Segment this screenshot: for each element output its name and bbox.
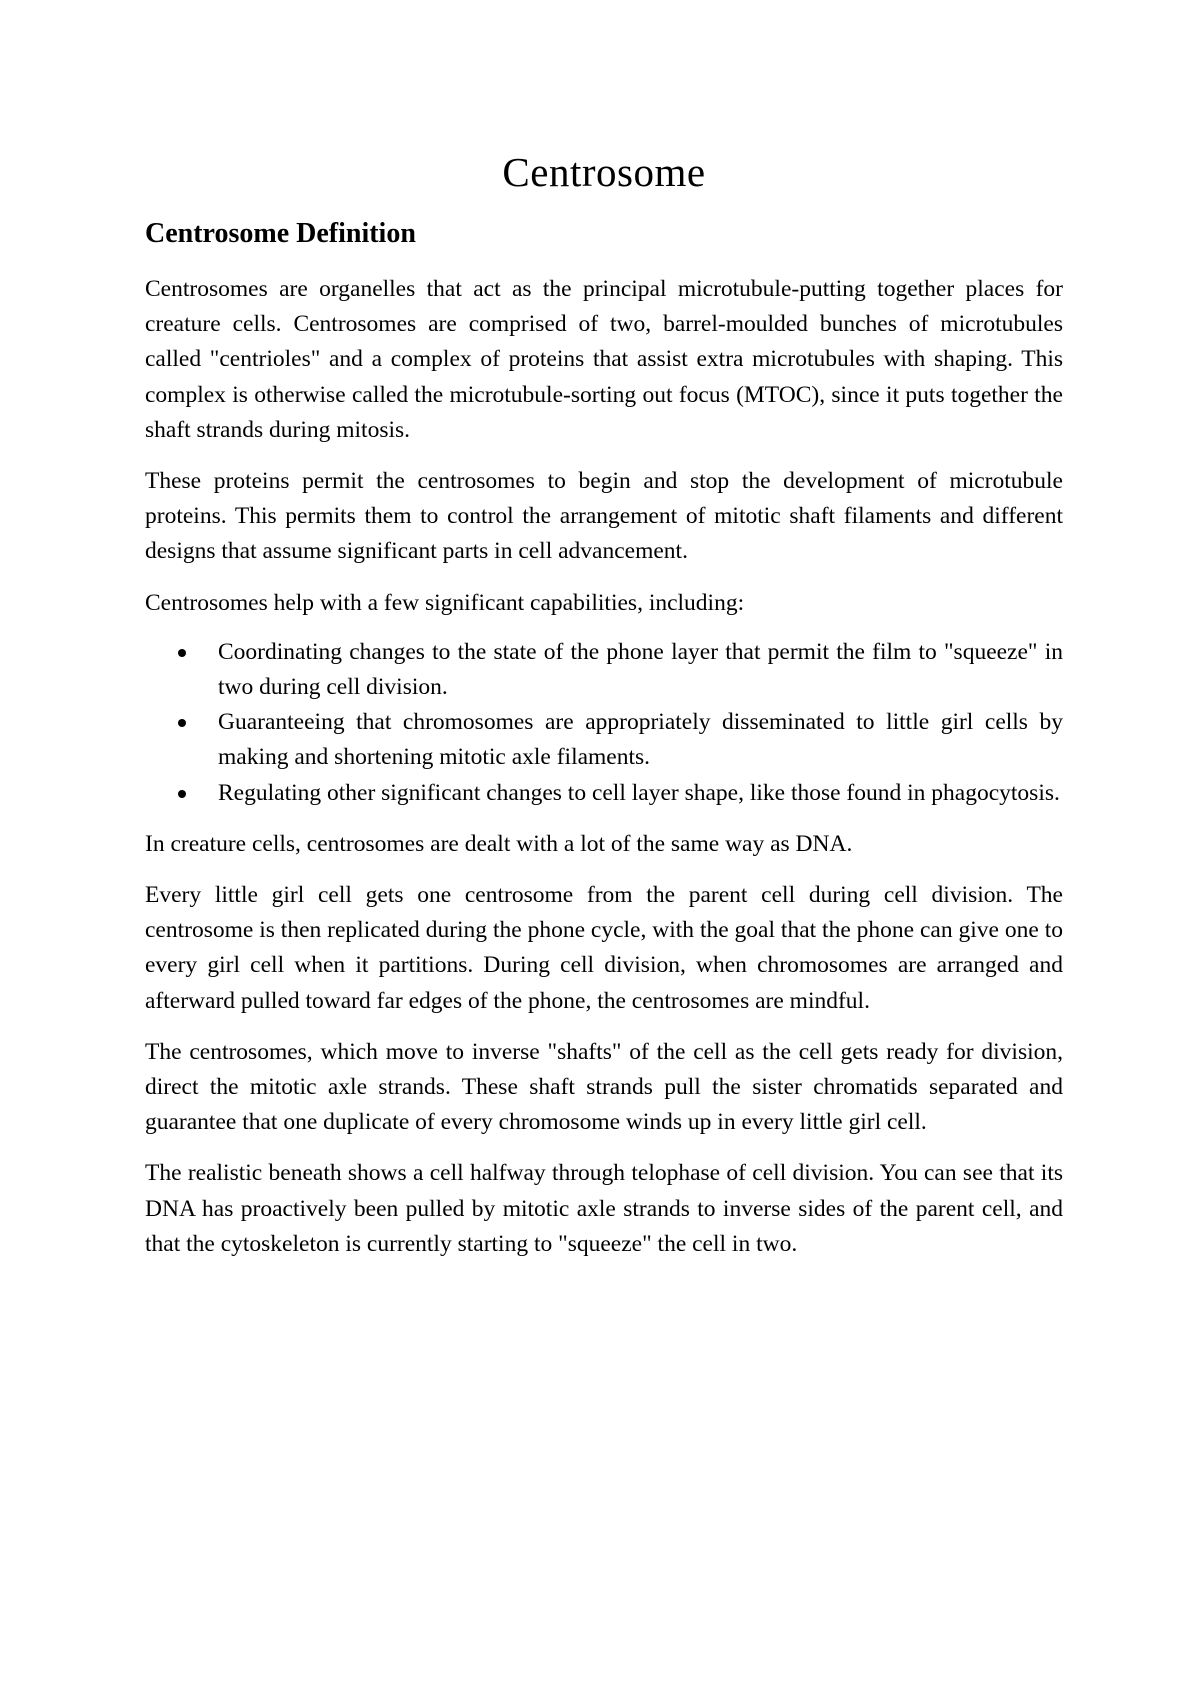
paragraph-shafts: The centrosomes, which move to inverse "shafts" of the cell as the cell gets ready for division, direct the mitotic axle strands. These shaft strands pull the sister chromatids separated and guarantee that one duplicate of every chromosome winds up in every little girl cell. — [145, 1038, 1063, 1136]
paragraph-telophase: The realistic beneath shows a cell halfway through telophase of cell division. You can see that its DNA has proactively been pulled by mitotic axle strands to inverse sides of the parent cell, and that the cytoskeleton is currently starting to "squeeze" the cell in two. — [145, 1160, 1063, 1257]
list-item — [218, 705, 1063, 775]
section-heading: Centrosome Definition — [145, 218, 416, 249]
bullet-icon — [178, 790, 186, 798]
paragraph-capabilities-intro: Centrosomes help with a few significant capabilities, including: — [145, 589, 745, 616]
capabilities-list — [145, 635, 1063, 811]
list-item-text: Guaranteeing that chromosomes are appropriately disseminated to little girl cells by making and shortening mitotic axle filaments. — [218, 709, 1063, 771]
bullet-icon — [178, 649, 186, 657]
list-item-text: Regulating other significant changes to cell layer shape, like those found in phagocytosis. — [218, 779, 1060, 806]
list-item-text: Coordinating changes to the state of the phone layer that permit the film to "squeeze" in two during cell division. — [218, 638, 1063, 701]
paragraph-dna: In creature cells, centrosomes are dealt with a lot of the same way as DNA. — [145, 830, 853, 857]
list-item — [218, 635, 1063, 705]
bullet-icon — [178, 719, 186, 727]
list-item — [218, 776, 1063, 811]
document-title: Centrosome — [502, 149, 706, 195]
document-page — [145, 0, 1063, 1262]
paragraph-proteins: These proteins permit the centrosomes to begin and stop the development of microtubule proteins. This permits them to control the arrangement of mitotic shaft filaments and different designs that assume significant parts in cell advancement. — [145, 468, 1063, 565]
paragraph-girl-cell: Every little girl cell gets one centrosome from the parent cell during cell division. The centrosome is then replicated during the phone cycle, with the goal that the phone can give one to every girl cell when it partitions. During cell division, when chromosomes are arranged and afterward pulled toward far edges of the phone, the centrosomes are mindful. — [145, 882, 1063, 1014]
paragraph-definition: Centrosomes are organelles that act as the principal microtubule-putting together places for creature cells. Centrosomes are comprised of two, barrel-moulded bunches of microtubules called "centrioles" and a complex of proteins that assist extra microtubules with shaping. This complex is otherwise called the microtubule-sorting out focus (MTOC), since it puts together the shaft strands during mitosis. — [145, 276, 1063, 443]
